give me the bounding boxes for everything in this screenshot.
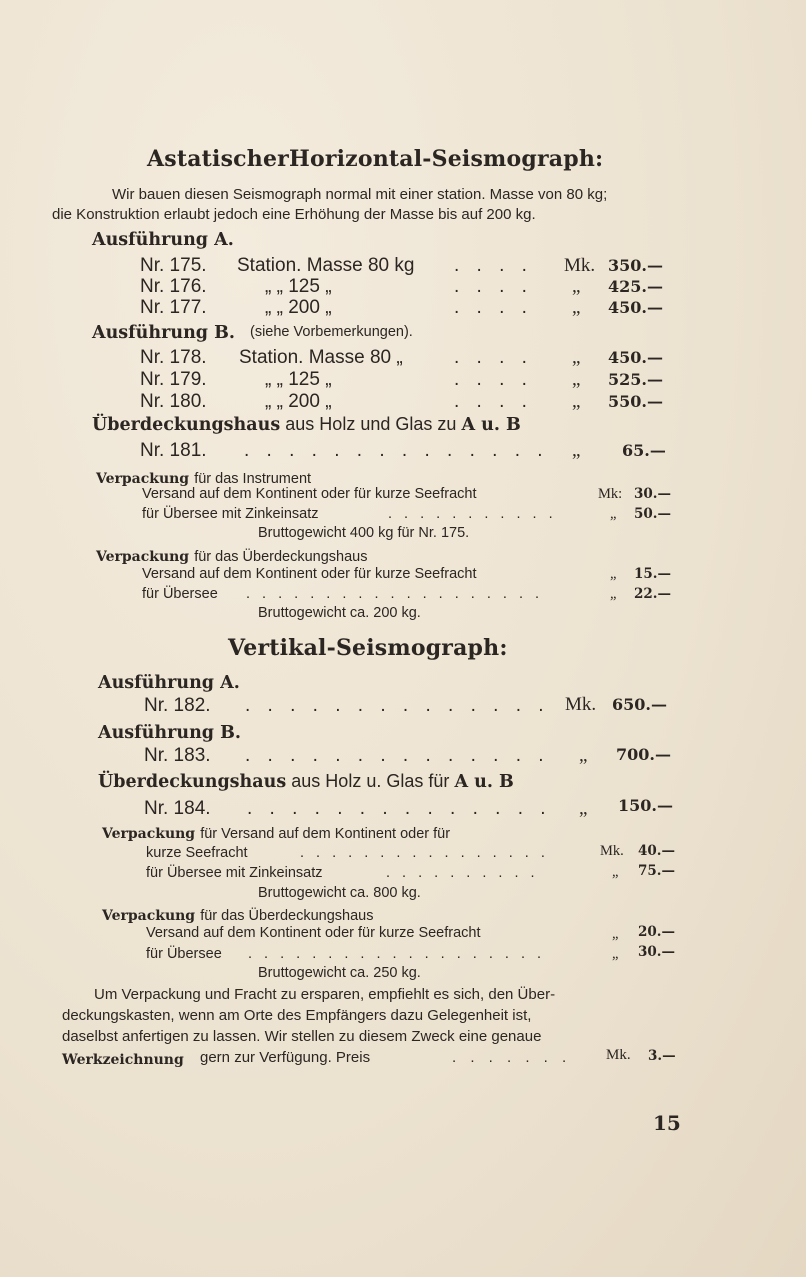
verpackung-text: für das Überdeckungshaus bbox=[200, 908, 374, 924]
item-description: „ „ 125 „ bbox=[265, 369, 332, 390]
price: 650.— bbox=[612, 695, 667, 714]
item-number: Nr. 183. bbox=[144, 745, 211, 766]
leader-dots: . . . . bbox=[454, 391, 533, 412]
ausfuehrung-a-heading: Ausführung A. bbox=[92, 230, 234, 250]
verpackung-label: Verpackung bbox=[96, 549, 190, 565]
currency: Mk. bbox=[606, 1047, 631, 1063]
currency: „ bbox=[572, 391, 581, 412]
price: 40.— bbox=[638, 843, 675, 859]
gross-weight: Bruttogewicht ca. 800 kg. bbox=[258, 885, 421, 901]
leader-dots: . . . . . . . . . . . . . . bbox=[247, 798, 552, 819]
ueberdeckungshaus-heading bbox=[92, 414, 521, 435]
leader-dots: . . . . . . . . . . . . . . . . bbox=[300, 845, 549, 861]
verpackung-haus-heading bbox=[96, 546, 368, 565]
verpackung-label: Verpackung bbox=[96, 471, 190, 487]
verpackung-haus-heading bbox=[102, 905, 374, 924]
leader-dots: . . . . . . . . . . . . . . . . . . . bbox=[248, 946, 546, 962]
currency: „ bbox=[572, 347, 581, 368]
leader-dots: . . . . . . . . . . . . . . bbox=[245, 695, 550, 716]
leader-dots: . . . . bbox=[454, 369, 533, 390]
price: 550.— bbox=[608, 392, 663, 411]
currency: Mk: bbox=[598, 486, 623, 502]
packing-description: für Übersee mit Zinkeinsatz bbox=[142, 506, 319, 522]
ueberdeckungshaus-label: Überdeckungshaus bbox=[98, 772, 287, 792]
leader-dots: . . . . bbox=[454, 276, 533, 297]
leader-dots: . . . . . . . bbox=[452, 1049, 572, 1066]
item-description: Station. Masse 80 kg bbox=[237, 255, 415, 276]
currency: „ bbox=[610, 566, 617, 582]
leader-dots: . . . . bbox=[454, 297, 533, 318]
item-number: Nr. 175. bbox=[140, 255, 207, 276]
price: 15.— bbox=[634, 566, 671, 582]
ausfuehrung-b-heading: Ausführung B. bbox=[98, 723, 242, 743]
footer-line-1: Um Verpackung und Fracht zu ersparen, empfiehlt es sich, den Über- bbox=[94, 986, 556, 1003]
footer-line-4: gern zur Verfügung. Preis bbox=[200, 1049, 371, 1066]
price: 700.— bbox=[616, 745, 671, 764]
gross-weight: Bruttogewicht ca. 250 kg. bbox=[258, 965, 421, 981]
ueberdeckungshaus-text: aus Holz u. Glas für bbox=[291, 771, 450, 791]
verpackung-label: Verpackung bbox=[102, 908, 196, 924]
item-number: Nr. 179. bbox=[140, 369, 207, 390]
item-number: Nr. 182. bbox=[144, 695, 211, 716]
packing-description: für Übersee bbox=[142, 586, 218, 602]
currency: „ bbox=[579, 745, 588, 766]
item-description: „ „ 200 „ bbox=[265, 391, 332, 412]
price: 425.— bbox=[608, 277, 663, 296]
price: 450.— bbox=[608, 298, 663, 317]
ausfuehrung-a-heading: Ausführung A. bbox=[98, 673, 240, 693]
leader-dots: . . . . . . . . . . . bbox=[388, 506, 557, 522]
price: 450.— bbox=[608, 348, 663, 367]
currency: Mk. bbox=[600, 843, 624, 859]
intro-line-1: Wir bauen diesen Seismograph normal mit einer station. Masse von 80 kg; bbox=[112, 186, 608, 203]
intro-line-2: die Konstruktion erlaubt jedoch eine Erhöhung der Masse bis auf 200 kg. bbox=[52, 206, 536, 223]
packing-description: für Übersee bbox=[146, 946, 222, 962]
item-number: Nr. 177. bbox=[140, 297, 207, 318]
packing-description: Versand auf dem Kontinent oder für kurze Seefracht bbox=[142, 486, 477, 502]
ueberdeckungshaus-text: aus Holz und Glas zu bbox=[285, 414, 457, 434]
section-title-vertikal: Vertikal-Seismograph: bbox=[228, 635, 508, 661]
item-description: „ „ 125 „ bbox=[265, 276, 332, 297]
packing-description: Versand auf dem Kontinent oder für kurze Seefracht bbox=[142, 566, 477, 582]
leader-dots: . . . . . . . . . . . . . . . . . . . bbox=[246, 586, 544, 602]
currency: „ bbox=[572, 440, 581, 461]
section-title-horizontal: AstatischerHorizontal-Seismograph: bbox=[147, 146, 604, 172]
verpackung-text: für das Überdeckungshaus bbox=[194, 549, 368, 565]
currency: „ bbox=[572, 297, 581, 318]
currency: Mk. bbox=[565, 694, 597, 715]
verpackung-text: für das Instrument bbox=[194, 471, 312, 487]
price: 30.— bbox=[638, 944, 675, 960]
ausfuehrung-b-note: (siehe Vorbemerkungen). bbox=[250, 324, 413, 340]
currency: „ bbox=[612, 926, 619, 942]
item-description: „ „ 200 „ bbox=[265, 297, 332, 318]
verpackung-text: für Versand auf dem Kontinent oder für bbox=[200, 826, 451, 842]
price: 20.— bbox=[638, 924, 675, 940]
leader-dots: . . . . . . . . . . bbox=[386, 865, 539, 881]
currency: „ bbox=[612, 864, 619, 880]
ueberdeckungshaus-label: Überdeckungshaus bbox=[92, 415, 281, 435]
leader-dots: . . . . . . . . . . . . . . bbox=[244, 440, 549, 461]
currency: „ bbox=[572, 369, 581, 390]
currency: „ bbox=[579, 798, 588, 819]
packing-description: für Übersee mit Zinkeinsatz bbox=[146, 865, 323, 881]
werkzeichnung-label: Werkzeichnung bbox=[62, 1052, 184, 1068]
verpackung-instrument-heading bbox=[102, 823, 450, 842]
ueberdeckungshaus-variants: A u. B bbox=[461, 415, 521, 435]
item-description: Station. Masse 80 „ bbox=[239, 347, 403, 368]
currency: Mk. bbox=[564, 255, 596, 276]
verpackung-instrument-heading bbox=[96, 468, 311, 487]
gross-weight: Bruttogewicht ca. 200 kg. bbox=[258, 605, 421, 621]
price: 65.— bbox=[622, 441, 666, 460]
leader-dots: . . . . bbox=[454, 347, 533, 368]
packing-description: Versand auf dem Kontinent oder für kurze Seefracht bbox=[146, 925, 481, 941]
currency: „ bbox=[572, 276, 581, 297]
item-number: Nr. 184. bbox=[144, 798, 211, 819]
price: 30.— bbox=[634, 486, 671, 502]
price: 350.— bbox=[608, 256, 663, 275]
verpackung-label: Verpackung bbox=[102, 826, 196, 842]
page-number: 15 bbox=[653, 1111, 681, 1135]
price: 525.— bbox=[608, 370, 663, 389]
packing-description: kurze Seefracht bbox=[146, 845, 248, 861]
gross-weight: Bruttogewicht 400 kg für Nr. 175. bbox=[258, 525, 470, 541]
price: 75.— bbox=[638, 863, 675, 879]
item-number: Nr. 176. bbox=[140, 276, 207, 297]
item-number: Nr. 181. bbox=[140, 440, 207, 461]
price: 3.— bbox=[648, 1048, 676, 1064]
ausfuehrung-b-heading: Ausführung B. bbox=[92, 323, 236, 343]
currency: „ bbox=[612, 946, 619, 962]
footer-line-3: daselbst anfertigen zu lassen. Wir stellen zu diesem Zweck eine genaue bbox=[62, 1028, 542, 1045]
price: 150.— bbox=[618, 796, 673, 815]
currency: „ bbox=[610, 506, 617, 522]
price: 22.— bbox=[634, 586, 671, 602]
ueberdeckungshaus-heading bbox=[98, 771, 514, 792]
price: 50.— bbox=[634, 506, 671, 522]
item-number: Nr. 180. bbox=[140, 391, 207, 412]
item-number: Nr. 178. bbox=[140, 347, 207, 368]
leader-dots: . . . . . . . . . . . . . . bbox=[245, 745, 550, 766]
currency: „ bbox=[610, 586, 617, 602]
leader-dots: . . . . bbox=[454, 255, 533, 276]
footer-line-2: deckungskasten, wenn am Orte des Empfängers dazu Gelegenheit ist, bbox=[62, 1007, 532, 1024]
ueberdeckungshaus-variants: A u. B bbox=[454, 772, 514, 792]
